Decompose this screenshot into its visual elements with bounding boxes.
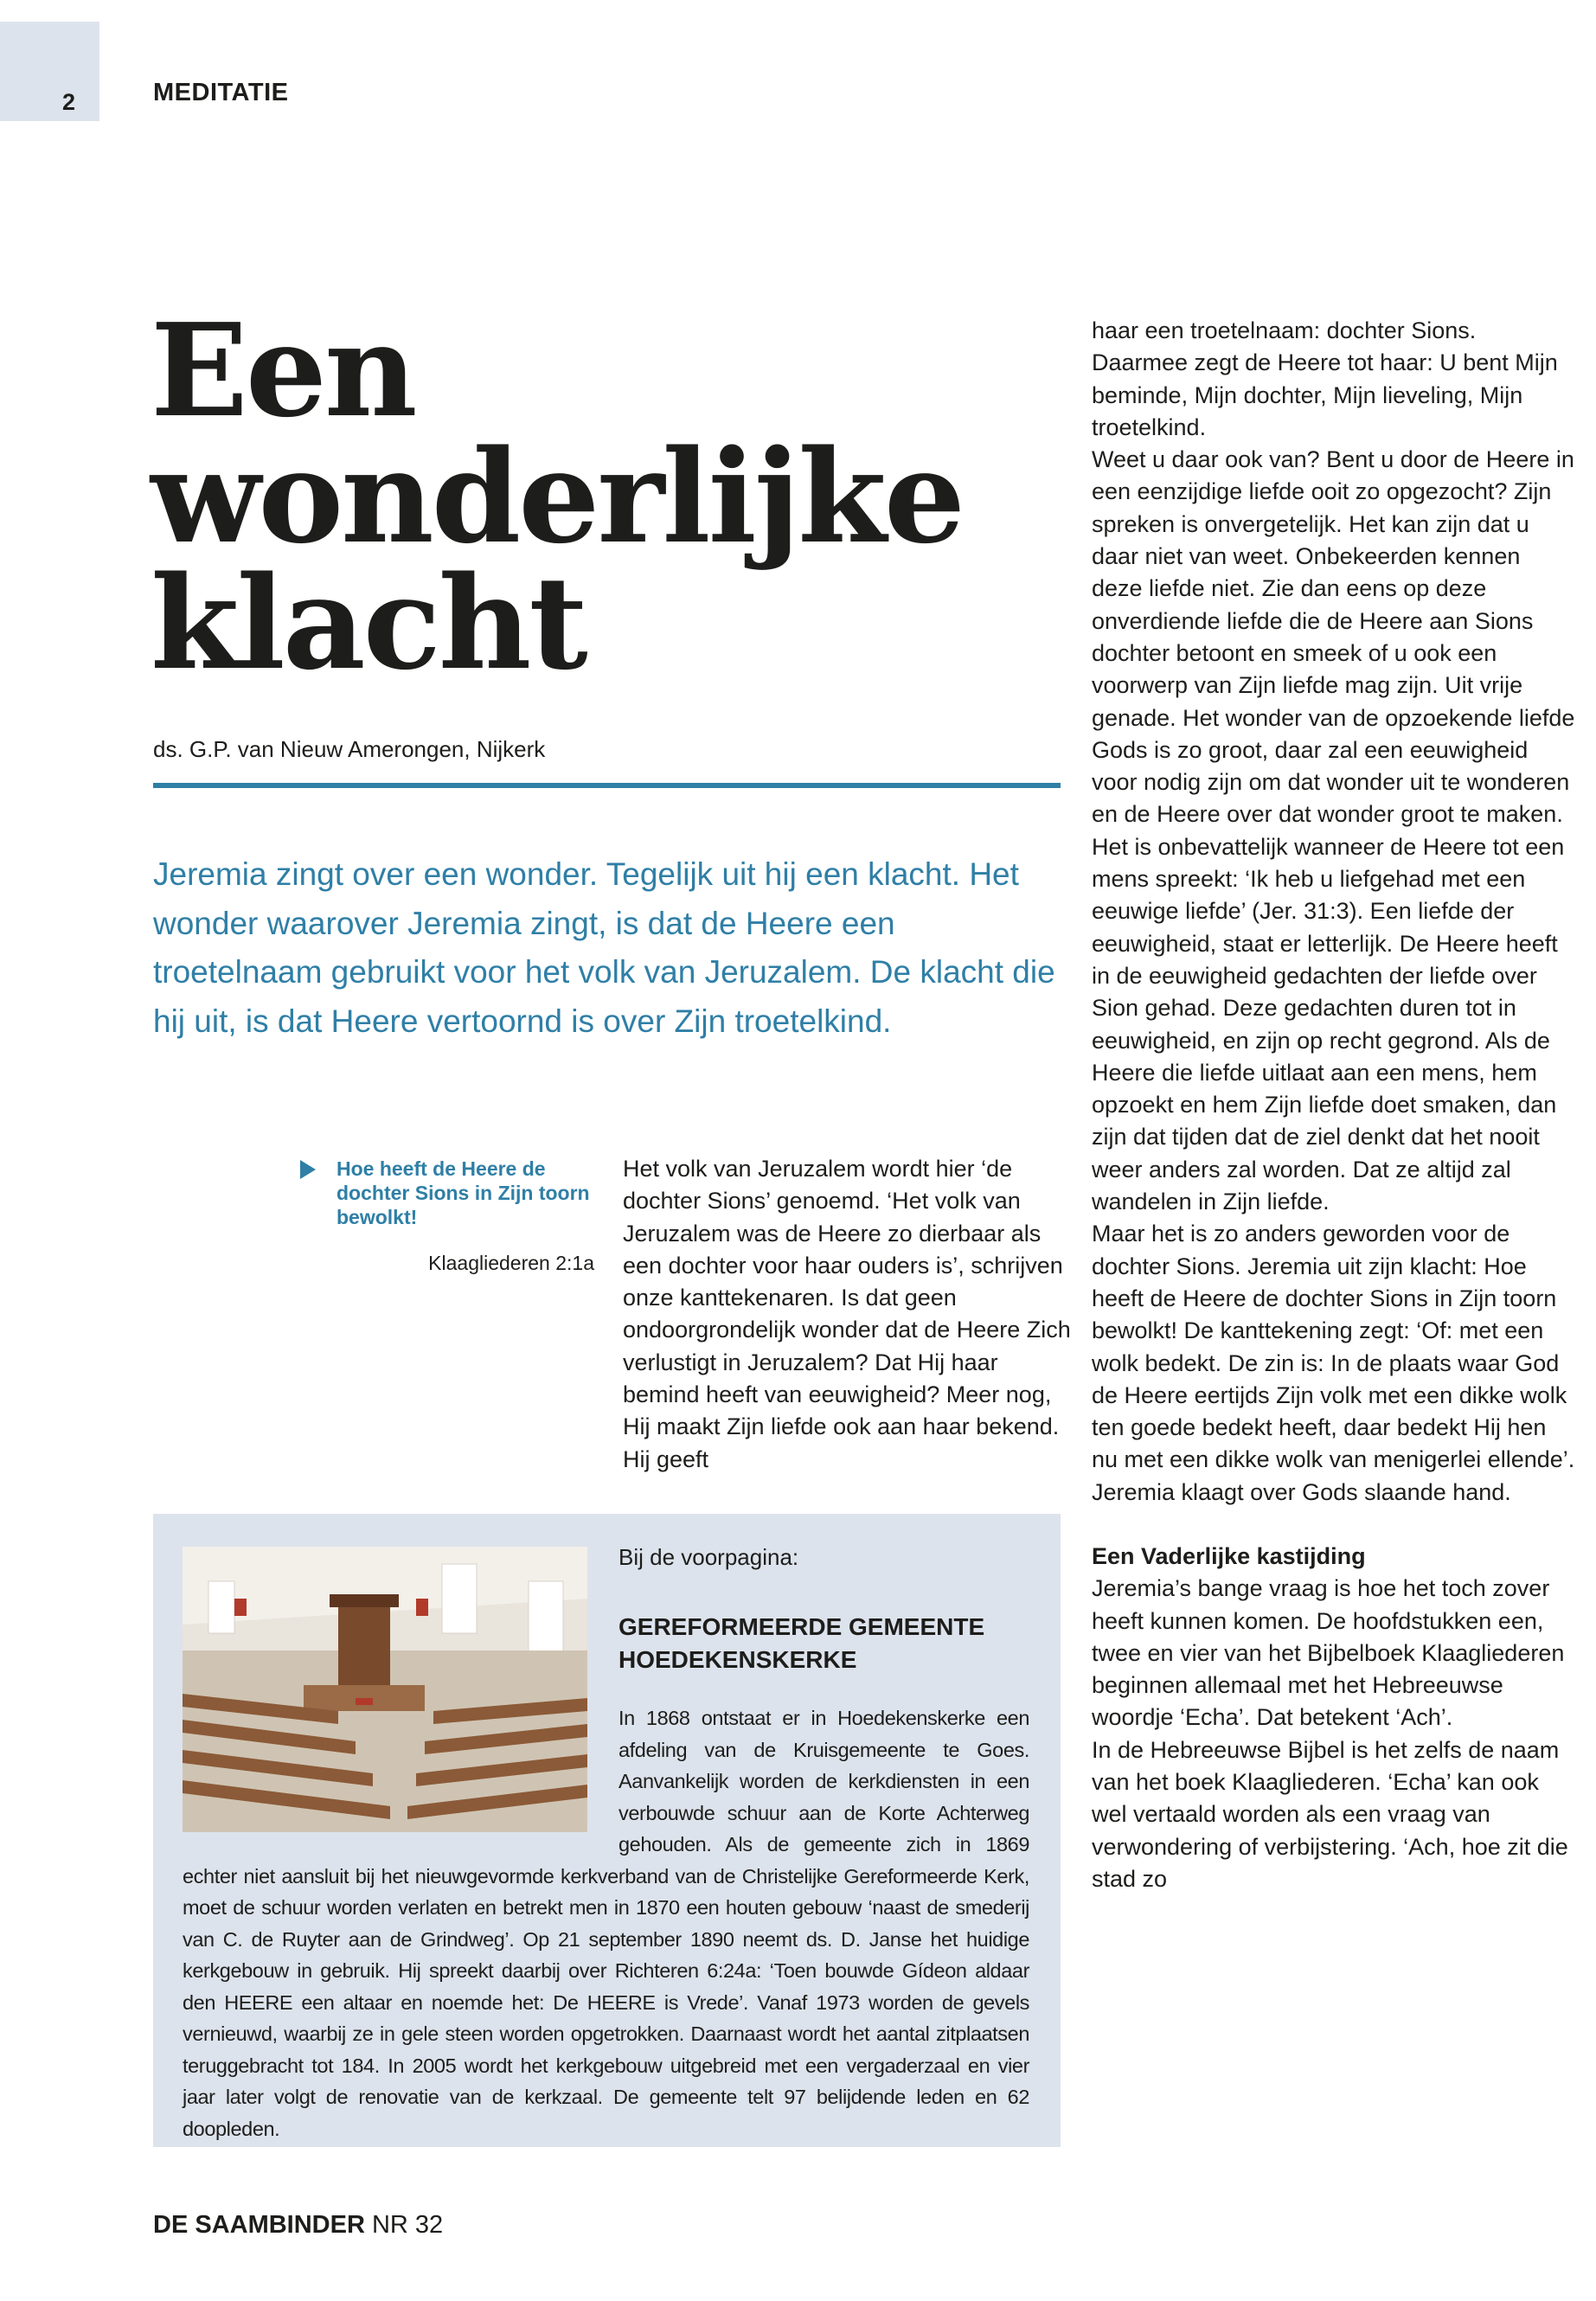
author-byline: ds. G.P. van Nieuw Amerongen, Nijkerk (153, 736, 546, 762)
article-title (151, 295, 1059, 698)
sidebar-body: In 1868 ontstaat er in Hoedekenskerke een afdeling van de Kruisgemeente te Goes. Aanvankelijk worden de kerkdiensten in een verbouwde schuur aan de Korte Achterweg gehouden. Als de gemeente zich in 1869 echter niet aansluit bij het nieuwgevormde kerkverband van de Christelijke Gereformeerde Kerk, moet de schuur worden verlaten en betrekt men in 1870 een houten gebouw ‘naast de smederij van C. de Ruyter aan de Grindweg’. Op 21 september 1890 neemt ds. D. Janse het huidige kerkgebouw in gebruik. Hij spreekt daarbij over Richteren 6:24a: ‘Toen bouwde Gídeon aldaar den HEERE een altaar en noemde het: De HEERE is Vrede’. Vanaf 1973 worden de gevels vernieuwd, waarbij ze in gele steen worden opgetrokken. Daarnaast wordt het aantal zitplaatsen teruggebracht tot 184. In 2005 wordt het kerkgebouw uitgebreid met een vergaderzaal en vier jaar later volgt de renovatie van de kerkzaal. De gemeente telt 97 belijdende leden en 62 doopleden. (183, 1707, 1029, 2140)
page-number-box (0, 22, 99, 121)
sidebar-heading: GEREFORMEERDE GEMEENTE HOEDEKENSKERKE (619, 1613, 985, 1673)
body-column-middle (623, 1153, 1073, 1476)
body-paragraph: Het is onbevattelijk wanneer de Heere tot een mens spreekt: ‘Ik heb u liefgehad met een eeuwige liefde’ (Jer. 31:3). Een liefde der eeuwigheid, staat er letterlijk. De Heere heeft in de eeuwigheid gedachten der liefde over Sion gehad. Deze gedachten duren tot in eeuwigheid, en zijn op recht gegrond. Als de Heere die liefde uitlaat aan een mens, hem opzoekt en hem Zijn liefde doet smaken, dan zijn dat tijden dat de ziel denkt dat het nooit weer anders zal worden. Dat ze altijd zal wandelen in Zijn liefde. (1092, 833, 1565, 1215)
body-paragraph: Maar het is zo anders geworden voor de dochter Sions. Jeremia uit zijn klacht: Hoe heeft de Heere de dochter Sions in Zijn toorn bewolkt! De kanttekening zegt: ‘Of: met een wolk bedekt. De zin is: In de plaats waar God de Heere eertijds Zijn volk met een dikke wolk ten goede bedekt heeft, daar bedekt Hij hen nu met een dikke wolk van menigerlei ellende’. Jeremia klaagt over Gods slaande hand. (1092, 1221, 1575, 1505)
title-line: klacht (151, 548, 586, 698)
body-paragraph: In de Hebreeuwse Bijbel is het zelfs de naam van het boek Klaagliederen. ‘Echa’ kan ook wel vertaald worden als een vraag van verwondering of verbijstering. ‘Ach, hoe zit die stad zo (1092, 1736, 1568, 1892)
cover-info-box (153, 1514, 1061, 2147)
magazine-name: DE SAAMBINDER (153, 2211, 365, 2239)
pull-quote-text: Hoe heeft de Heere de dochter Sions in Zijn toorn bewolkt! (337, 1157, 590, 1228)
divider-rule (153, 783, 1061, 788)
issue-number: NR 32 (371, 2211, 444, 2239)
play-arrow-icon (300, 1160, 316, 1179)
pull-quote-reference: Klaagliederen 2:1a (428, 1252, 594, 1274)
body-paragraph: haar een troetelnaam: dochter Sions. Daarmee zegt de Heere tot haar: U bent Mijn beminde, Mijn dochter, Mijn lieveling, Mijn troetelkind. (1092, 317, 1558, 440)
body-paragraph: Jeremia’s bange vraag is hoe het toch zover heeft kunnen komen. De hoofdstukken een, twee en vier van het Bijbelboek Klaagliederen beginnen allemaal met het Hebreeuwse woordje ‘Echa’. Dat betekent ‘Ach’. (1092, 1575, 1565, 1731)
intro-paragraph: Jeremia zingt over een wonder. Tegelijk uit hij een klacht. Het wonder waarover Jeremia zingt, is dat de Heere een troetelnaam gebruikt voor het volk van Jeruzalem. De klacht die hij uit, is dat Heere vertoornd is over Zijn troetelkind. (153, 856, 1055, 1039)
church-interior-photo (183, 1547, 587, 1832)
footer (153, 2211, 443, 2240)
page-number: 2 (62, 89, 76, 115)
section-label: MEDITATIE (153, 79, 289, 106)
title-line: Een (151, 295, 415, 445)
subheading: Een Vaderlijke kastijding (1092, 1542, 1366, 1569)
pull-quote (300, 1157, 594, 1275)
body-paragraph: Weet u daar ook van? Bent u door de Heere in een eenzijdige liefde ooit zo opgezocht? Zijn spreken is onvergetelijk. Het kan zijn dat u daar niet van weet. Onbekeerden kennen deze liefde niet. Zie dan eens op deze onverdiende liefde die de Heere aan Sions dochter betoont en smeek of u ook een voorwerp van Zijn liefde mag zijn. Uit vrije genade. Het wonder van de opzoekende liefde Gods is zo groot, daar zal een eeuwigheid voor nodig zijn om dat wonder uit te wonderen en de Heere over dat wonder groot te maken. (1092, 446, 1575, 828)
title-line: wonderlijke (151, 421, 964, 572)
body-paragraph: Het volk van Jeruzalem wordt hier ‘de dochter Sions’ genoemd. ‘Het volk van Jeruzalem was de Heere zo dierbaar als een dochter voor haar ouders is’, schrijven onze kanttekenaren. Is dat geen ondoorgrondelijk wonder dat de Heere Zich verlustigt in Jeruzalem? Dat Hij haar bemind heeft van eeuwigheid? Meer nog, Hij maakt Zijn liefde ook aan haar bekend. Hij geeft (623, 1156, 1071, 1472)
body-column-right (1092, 315, 1576, 1895)
sidebar-label: Bij de voorpagina: (619, 1544, 799, 1570)
